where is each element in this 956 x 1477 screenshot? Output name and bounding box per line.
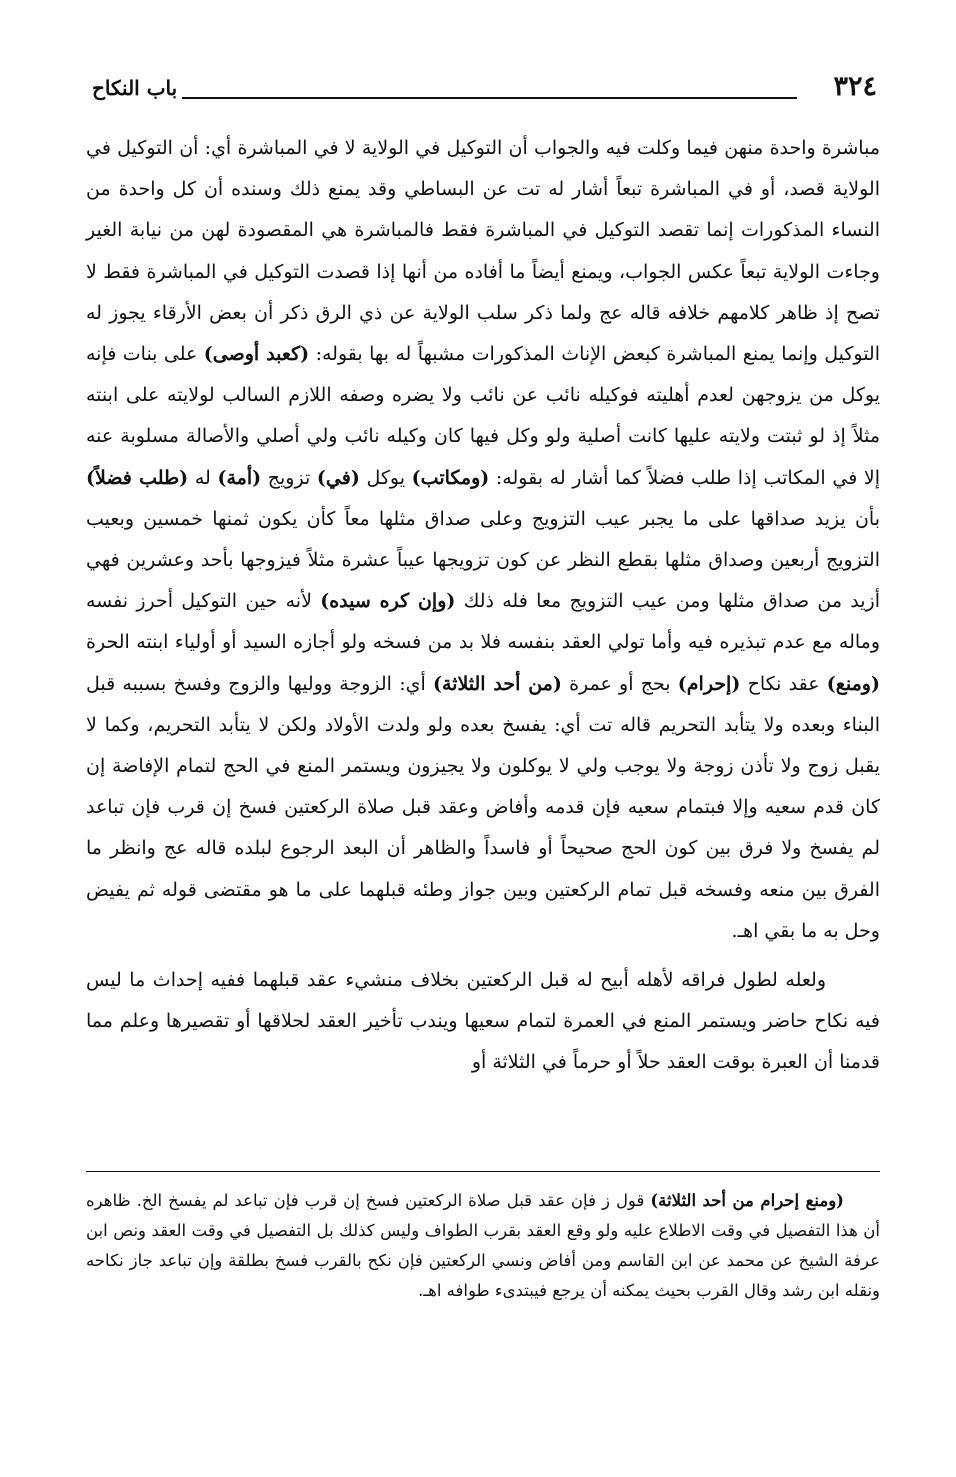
chapter-title: باب النكاح [92,76,178,100]
main-text [86,128,880,1084]
matn-quote: (في) [316,466,360,489]
text-run: أي: الزوجة ووليها والزوج وفسخ بسببه قبل البناء وبعده ولا يتأبد التحريم قاله تت أي: يفسخ بعده ولو ولدت الأولاد ولكن لا يتأبد التحريم، وكما لا يقبل زوج ولا تأذن زوجة ولا يوجب ولي لا يوكلون ولا يجيزون ويستمر المنع في الحج لتمام الإفاضة إن كان قدم سعيه وإلا فبتمام سعيه فإن قدمه وأفاض وعقد قبل صلاة الركعتين فسخ إن قرب فإن تباعد لم يفسخ ولا فرق بين كون الحج صحيحاً أو فاسداً والظاهر أن البعد الرجوع لبلده قاله عج وانظر ما الفرق بين منعه وفسخه قبل تمام الركعتين وبين جواز وطئه قبلهما على ما هو مقتضى قوله ثم يفيض وحل به ما بقي اهـ. [86,672,880,942]
text-run: عقد نكاح [747,672,820,695]
footnote-lead-quote: (ومنع إحرام من أحد الثلاثة) [650,1191,844,1210]
page-number: ٣٢٤ [833,71,877,102]
footnote-separator [86,1171,880,1172]
text-run: له [194,466,211,489]
text-run: بأن يزيد صداقها على ما يجبر عيب التزويج وعلى صداق مثلها معاً كأن يكون ثمنها خمسين وبعيب التزويج أربعين وصداق مثلها بقطع النظر عن كون تزويجها عيباً عشرة مثلاً فيزوجها بأحد وعشرين فهي أزيد من صداق مثلها ومن عيب التزويج معا فله ذلك [86,507,881,613]
matn-quote: (إحرام) [677,672,741,695]
header-rule [182,97,797,99]
text-run: لأنه حين التوكيل أحرز نفسه وماله مع عدم تبذيره فيه وأما تولي العقد بنفسه فلا بد من فسخه ولو أجازه السيد أو أولياء ابنته الحرة [86,590,880,654]
body-paragraph-1 [86,128,880,952]
footnote-paragraph [86,1186,880,1306]
matn-quote: (طلب فضلاً) [86,466,189,489]
matn-quote: (ومكاتب) [411,466,490,489]
text-run: مباشرة واحدة منهن فيما وكلت فيه والجواب أن التوكيل في الولاية لا في المباشرة أي: أن التوكيل في الولاية قصد، أو في المباشرة تبعاً أشار له تت عن البساطي وقد يمنع ذلك وسنده أن كل واحدة من النساء المذكورات إنما تقصد التوكيل في المباشرة فقط فالمباشرة هي المقصودة لهن من نيابة الغير وجاءت الولاية تبعاً عكس الجواب، ويمنع أيضاً ما أفاده من أنها إذا قصدت التوكيل في المباشرة فقط لا تصح إذ ظاهر كلامهم خلافه قاله عج ولما ذكر سلب الولاية عن ذي الرق ذكر أن بعض الأرقاء يجوز له التوكيل وإنما يمنع المباشرة كبعض الإناث المذكورات مشبهاً له بها بقوله: [86,137,881,366]
text-run: تزويج [267,466,311,489]
text-run: يوكل [366,466,406,489]
footnote-text: قول ز فإن عقد قبل صلاة الركعتين فسخ إن قرب فإن تباعد لم يفسخ الخ. ظاهره أن هذا التفصيل في وقت الاطلاع عليه ولو وقع العقد بقرب الطواف وليس كذلك بل التفصيل في وقت العقد ونص ابن عرفة الشيخ عن محمد عن ابن القاسم ومن أفاض ونسي الركعتين فإن نكح بالقرب فسخ بطلقة وإن تباعد جاز نكاحه ونقله ابن رشد وقال القرب بحيث يمكنه أن يرجع فيبتدىء طوافه اهـ. [86,1191,880,1300]
text-run: بحج أو عمرة [569,672,671,695]
footnote [86,1186,880,1306]
body-paragraph-2: ولعله لطول فراقه لأهله أبيح له قبل الركعتين بخلاف منشيء عقد قبلهما ففيه إحداث ما ليس فيه نكاح حاضر ويستمر المنع في العمرة لتمام سعيها ويندب تأخير العقد لحلاقها أو تقصيرها وعلم مما قدمنا أن العبرة بوقت العقد حلاً أو حرماً في الثلاثة أو [86,969,880,1074]
running-header [92,70,877,106]
matn-quote: (وإن كره سيده) [320,590,456,613]
text-run: على بنات فإنه يوكل من يزوجهن لعدم أهليته فوكيله نائب عن نائب ولا يضره وصفه اللازم السالب لولايته على ابنته مثلاً إذ لو ثبتت ولايته عليها كانت أصلية ولو وكل فيها كان وكيله نائب ولي أصلي والأصالة مسلوبة عنه إلا في المكاتب إذا طلب فضلاً كما أشار له بقوله: [86,343,881,489]
matn-quote: (كعبد أوصى) [203,343,310,366]
matn-quote: (أمة) [217,466,262,489]
matn-quote: (من أحد الثلاثة) [432,672,562,695]
matn-quote: (ومنع) [826,672,880,695]
